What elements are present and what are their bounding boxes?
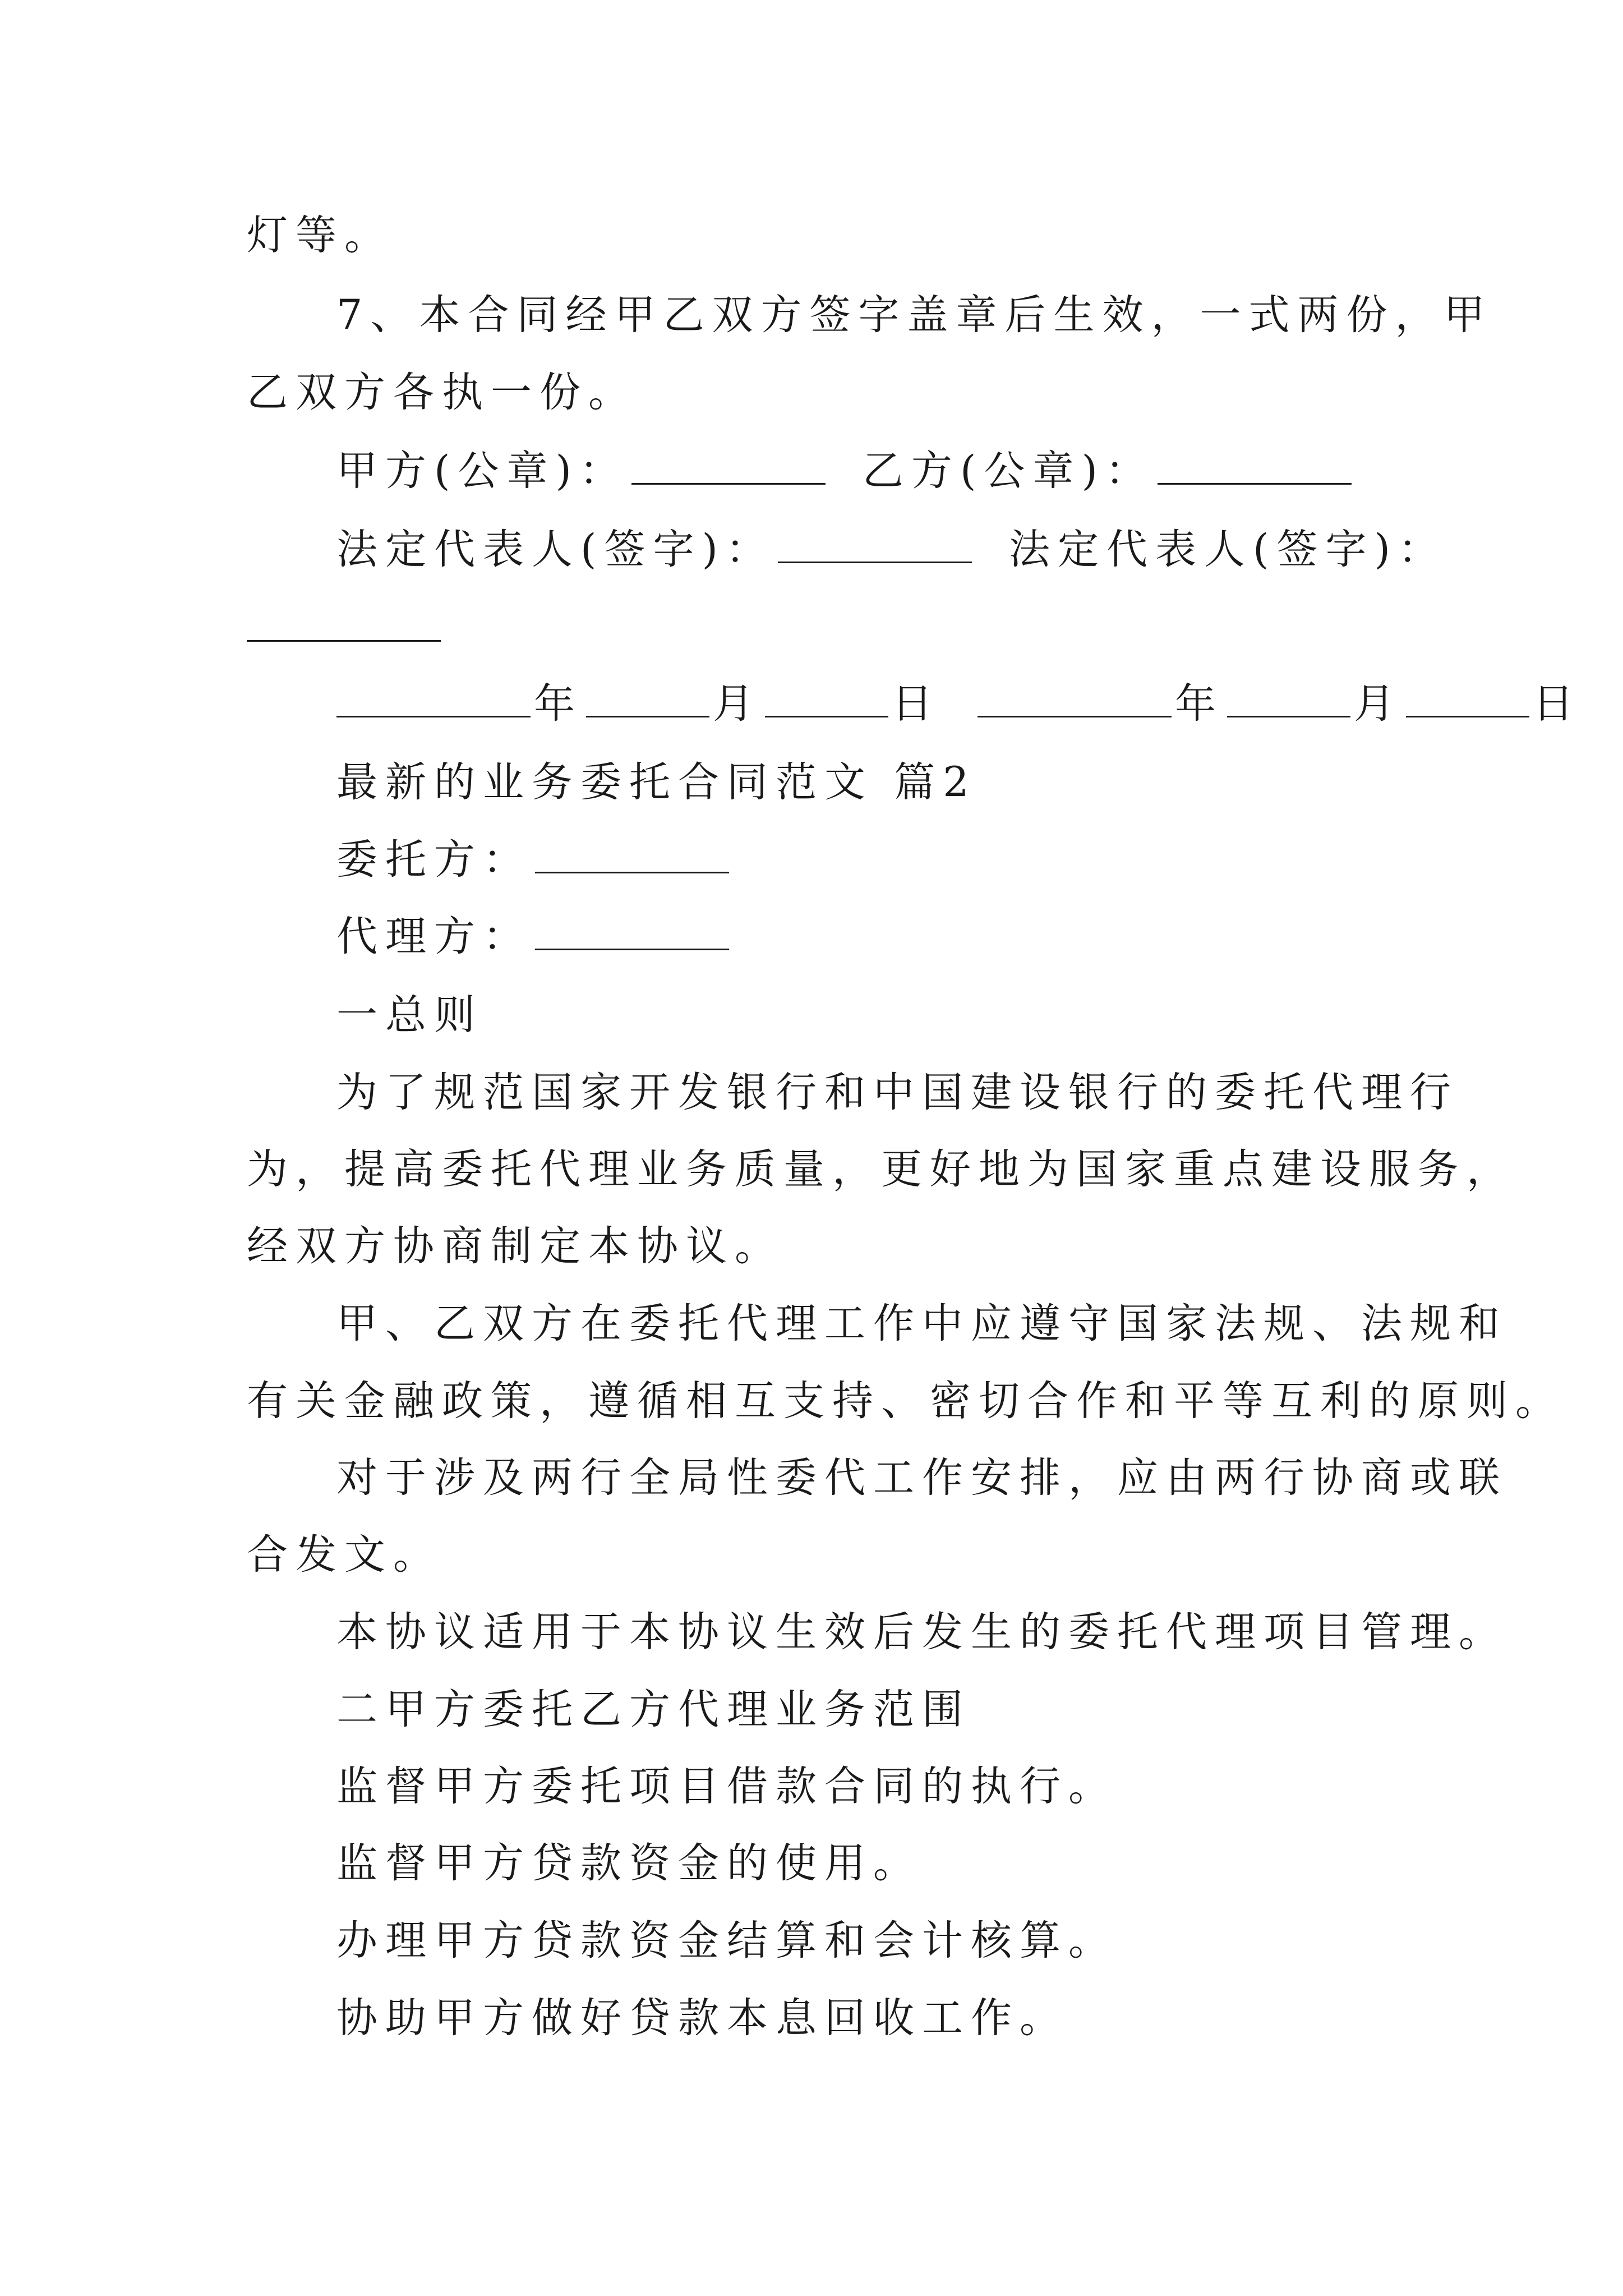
party-b-month-blank	[1227, 680, 1350, 717]
signature-line-representative	[336, 522, 1447, 578]
heading-general: 一总则	[336, 991, 483, 1039]
month-label: 月	[1354, 680, 1403, 728]
paragraph-line: 7、本合同经甲乙双方签字盖章后生效，一式两份，甲	[336, 291, 1493, 339]
client-line	[336, 832, 732, 888]
paragraph-line: 本协议适用于本协议生效后发生的委托代理项目管理。	[336, 1608, 1507, 1656]
party-a-seal-blank	[631, 447, 826, 485]
client-blank	[535, 836, 729, 873]
list-item: 办理甲方贷款资金结算和会计核算。	[336, 1917, 1117, 1964]
party-b-seal-blank	[1158, 447, 1352, 485]
party-b-representative-blank	[247, 604, 441, 642]
paragraph-line: 有关金融政策，遵循相互支持、密切合作和平等互利的原则。	[247, 1377, 1564, 1425]
list-item: 协助甲方做好贷款本息回收工作。	[336, 1994, 1068, 2042]
paragraph-line: 甲、乙双方在委托代理工作中应遵守国家法规、法规和	[336, 1300, 1507, 1347]
heading-scope: 二甲方委托乙方代理业务范围	[336, 1686, 971, 1733]
party-a-year-blank	[336, 680, 531, 717]
signature-line-seal	[336, 443, 1355, 499]
party-b-representative-label: 法定代表人(签字)：	[1008, 526, 1447, 573]
client-label: 委托方：	[336, 836, 532, 884]
paragraph-line: 灯等。	[247, 211, 393, 259]
agent-line	[336, 909, 732, 965]
paragraph-line: 为了规范国家开发银行和中国建设银行的委托代理行	[336, 1069, 1459, 1116]
paragraph-line: 合发文。	[247, 1531, 442, 1579]
paragraph-line: 乙双方各执一份。	[247, 369, 637, 416]
party-a-month-blank	[586, 680, 709, 717]
paragraph-line: 经双方协商制定本协议。	[247, 1222, 783, 1270]
list-item: 监督甲方委托项目借款合同的执行。	[336, 1763, 1117, 1810]
agent-blank	[535, 913, 729, 950]
month-label: 月	[713, 680, 762, 728]
section-title: 最新的业务委托合同范文 篇2	[336, 758, 977, 806]
party-b-seal-label: 乙方(公章)：	[862, 447, 1154, 495]
party-a-seal-label: 甲方(公章)：	[336, 447, 628, 495]
party-a-representative-label: 法定代表人(签字)：	[336, 526, 774, 573]
date-line	[336, 676, 1581, 732]
party-b-year-blank	[978, 680, 1172, 717]
year-label: 年	[1175, 680, 1224, 728]
day-label: 日	[1533, 680, 1581, 728]
list-item: 监督甲方贷款资金的使用。	[336, 1839, 922, 1887]
paragraph-line: 对于涉及两行全局性委代工作安排，应由两行协商或联	[336, 1454, 1507, 1502]
party-a-day-blank	[765, 680, 888, 717]
agent-label: 代理方：	[336, 913, 532, 960]
party-a-representative-blank	[778, 526, 972, 563]
day-label: 日	[892, 680, 940, 728]
signature-blank-line	[247, 600, 444, 656]
year-label: 年	[534, 680, 583, 728]
party-b-day-blank	[1406, 680, 1529, 717]
paragraph-line: 为，提高委托代理业务质量，更好地为国家重点建设服务，	[247, 1145, 1515, 1193]
